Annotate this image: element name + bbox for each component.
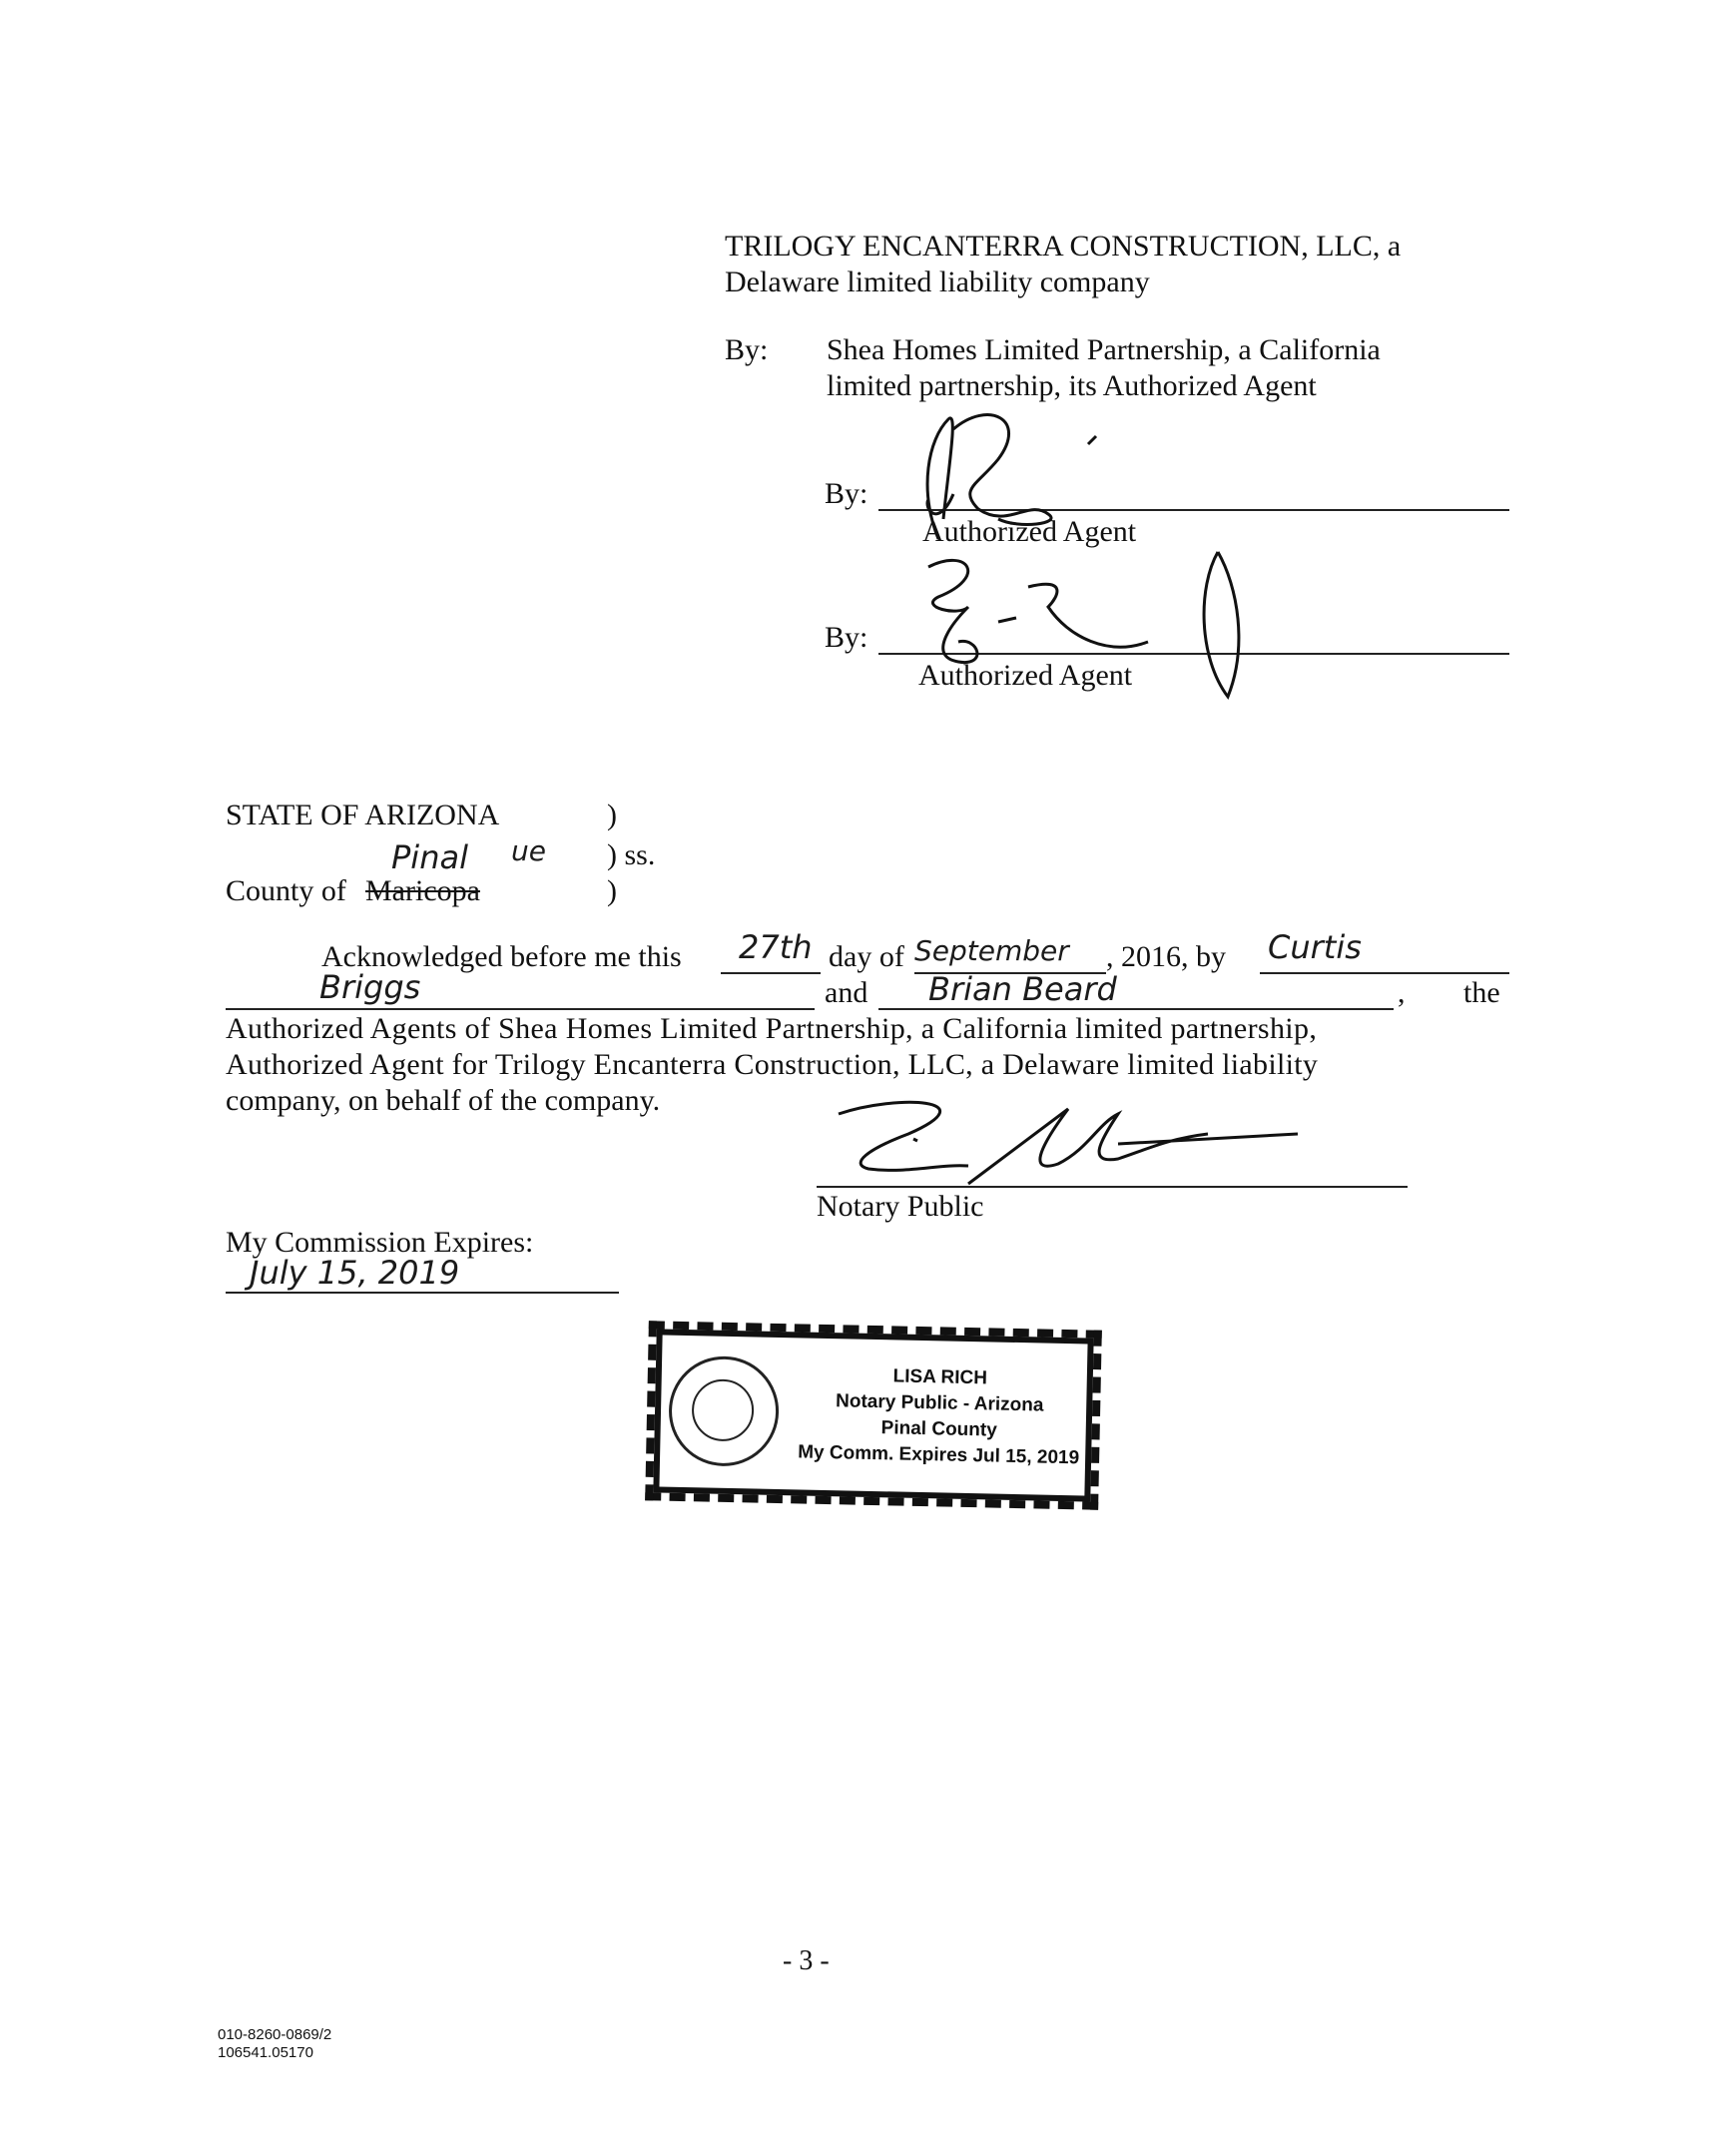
ack-body-line3: company, on behalf of the company. — [226, 1084, 661, 1117]
venue-state: STATE OF ARIZONA — [226, 799, 500, 831]
venue-county-label: County of — [226, 874, 346, 907]
by-label: By: — [725, 333, 769, 366]
entity-name-line1: TRILOGY ENCANTERRA CONSTRUCTION, LLC, a — [725, 230, 1402, 263]
entity-name-line2: Delaware limited liability company — [725, 266, 1150, 298]
ack-day: 27th — [739, 928, 813, 966]
ack-and: and — [825, 976, 868, 1009]
ack-day-line — [721, 972, 821, 974]
venue-county-handwritten: Pinal — [391, 838, 468, 876]
venue-paren-3: ) — [607, 874, 617, 907]
venue-county-initials: ue — [511, 834, 546, 867]
ack-name1-first: Curtis — [1268, 928, 1362, 966]
ack-comma: , — [1398, 976, 1406, 1009]
doc-code-1: 010-8260-0869/2 — [218, 2026, 332, 2043]
commission-date-line — [226, 1292, 619, 1294]
stamp-text — [794, 1361, 1085, 1471]
ack-text-part2: day of — [829, 940, 904, 973]
ack-body-line1: Authorized Agents of Shea Homes Limited Partnership, a California limited partnership, — [226, 1012, 1318, 1045]
agent-line2: limited partnership, its Authorized Agent — [827, 369, 1317, 402]
signer1-signature — [878, 399, 1138, 549]
notary-title: Notary Public — [817, 1190, 984, 1223]
notary-signature-line — [817, 1186, 1408, 1188]
stamp-county: Pinal County — [880, 1417, 997, 1441]
ack-text-part1: Acknowledged before me this — [321, 940, 682, 973]
doc-code-2: 106541.05170 — [218, 2044, 313, 2061]
venue-paren-1: ) — [607, 799, 617, 831]
stamp-name: LISA RICH — [892, 1365, 988, 1389]
ack-the: the — [1463, 976, 1500, 1009]
signer1-by-label: By: — [825, 477, 868, 510]
ack-year: , 2016, by — [1106, 940, 1226, 973]
ack-name1-line — [1260, 972, 1509, 974]
seal-inner-ring — [691, 1378, 754, 1441]
stamp-title: Notary Public - Arizona — [835, 1390, 1044, 1416]
ack-month: September — [914, 934, 1069, 967]
venue-county-struck: Maricopa — [365, 874, 480, 907]
ack-name1-last-line — [226, 1008, 815, 1010]
ack-name2-line — [878, 1008, 1394, 1010]
signer2-title: Authorized Agent — [918, 659, 1133, 692]
signer1-title: Authorized Agent — [922, 515, 1137, 548]
commission-date: July 15, 2019 — [250, 1254, 460, 1292]
ack-name1-last: Briggs — [319, 968, 421, 1006]
ack-body-line2: Authorized Agent for Trilogy Encanterra Construction, LLC, a Delaware limited liability — [226, 1048, 1319, 1081]
stamp-expires: My Comm. Expires Jul 15, 2019 — [798, 1441, 1080, 1469]
signer2-by-label: By: — [825, 621, 868, 654]
venue-ss: ) ss. — [607, 838, 656, 871]
page-number: - 3 - — [783, 1945, 830, 1976]
notary-stamp — [645, 1321, 1102, 1509]
agent-line1: Shea Homes Limited Partnership, a California — [827, 333, 1381, 366]
commission-label: My Commission Expires: — [226, 1226, 534, 1259]
signer2-signature — [908, 547, 1268, 707]
ack-name2: Brian Beard — [928, 970, 1117, 1008]
notary-signature — [819, 1094, 1298, 1194]
